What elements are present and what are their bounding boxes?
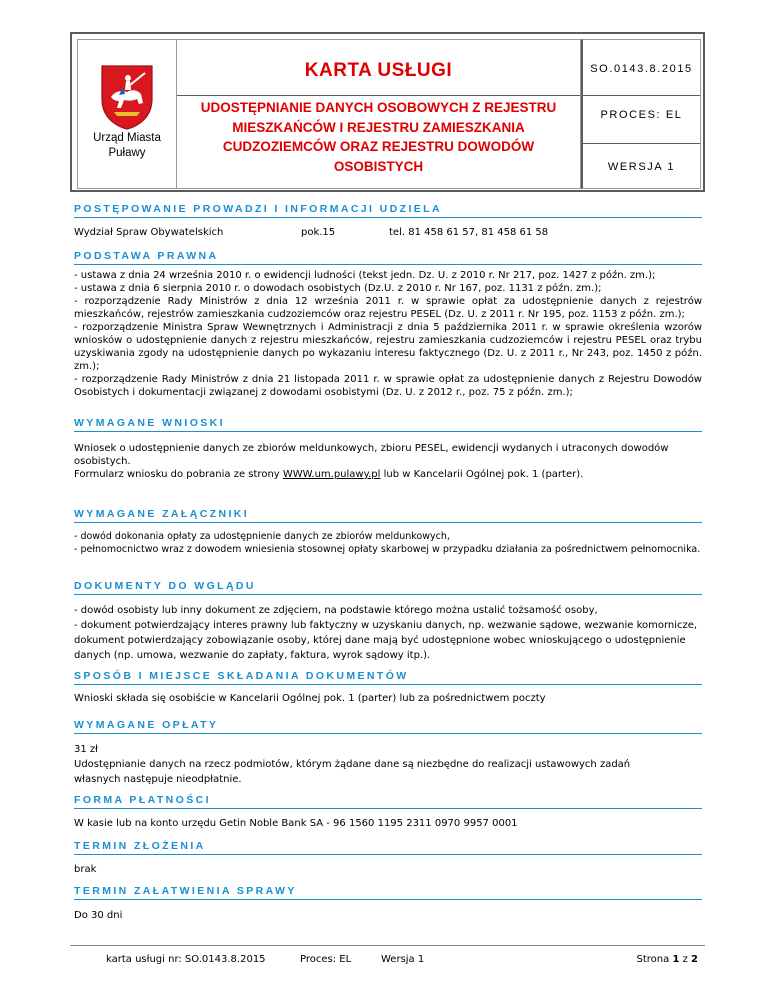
section-heading-zalatwienie: TERMIN ZAŁATWIENIA SPRAWY xyxy=(74,885,297,897)
footer-divider xyxy=(70,945,705,946)
header-box xyxy=(70,32,705,192)
room-number: pok.15 xyxy=(301,227,336,238)
section-heading-wnioski: WYMAGANE WNIOSKI xyxy=(74,417,225,429)
process-label: PROCES: EL xyxy=(600,109,683,121)
office-name-line1: Urząd Miasta xyxy=(93,132,161,144)
section-divider xyxy=(74,808,702,809)
section-heading-dokumenty: DOKUMENTY DO WGLĄDU xyxy=(74,580,256,592)
card-title: KARTA USŁUGI xyxy=(304,60,453,81)
section-heading-zalaczniki: WYMAGANE ZAŁĄCZNIKI xyxy=(74,508,250,520)
fee-amount: 31 zł xyxy=(74,744,98,755)
processing-time: Do 30 dni xyxy=(74,910,123,921)
section-heading-oplaty: WYMAGANE OPŁATY xyxy=(74,719,219,731)
service-title-line: OSOBISTYCH xyxy=(333,158,424,174)
footer-page-number xyxy=(637,954,698,965)
document-item: - dokument potwierdzający interes prawny lub faktyczny w uzyskaniu danych, np. wezwanie sądowe, wezwanie komornicze, dokument potwierdzający zobowiązanie osoby, której dane mają być udostępnione wobec wnioskującego o udostępnienie danych (np. umowa, wezwanie do zapłaty, faktura, wyrok sądowy itp.). xyxy=(74,620,698,661)
coat-of-arms-icon xyxy=(99,63,155,131)
attachment-item: - pełnomocnictwo wraz z dowodem wniesienia stosownej opłaty skarbowej w przypadku działania za pośrednictwem pełnomocnika. xyxy=(74,544,701,555)
website-link[interactable]: WWW.um.pulawy.pl xyxy=(282,469,381,480)
legal-basis-item: - rozporządzenie Rady Ministrów z dnia 12 września 2011 r. w sprawie opłat za udostępnienie danych z rejestrów mieszkańców, rejestrów zamieszkania cudzoziemców oraz rejestru PESEL (Dz. U. z 2011 r. Nr 195, poz. 1153 z późn. zm.); xyxy=(74,296,702,320)
application-description: Wniosek o udostępnienie danych ze zbiorów meldunkowych, zbioru PESEL, ewidencji wydanych i utraconych dowodów osobistych. xyxy=(74,443,669,467)
service-title-line: MIESZKAŃCÓW I REJESTRU ZAMIESZKANIA xyxy=(232,119,525,135)
payment-method: W kasie lub na konto urzędu Getin Noble Bank SA - 96 1560 1195 2311 0970 9957 0001 xyxy=(74,818,518,829)
fee-exemption: Udostępnianie danych na rzecz podmiotów, którym żądane dane są niezbędne do realizacji ustawowych zadań własnych następuje nieodpłatnie. xyxy=(74,759,631,785)
section-divider xyxy=(74,431,702,432)
legal-basis-item: - ustawa z dnia 24 września 2010 r. o ewidencji ludności (tekst jedn. Dz. U. z 2010 r. Nr 217, poz. 1427 z późn. zm.); xyxy=(74,270,656,281)
page-mid: z xyxy=(679,954,692,965)
document-item: - dowód osobisty lub inny dokument ze zdjęciem, na podstawie którego można ustalić tożsamość osoby, xyxy=(74,605,598,616)
applications-text xyxy=(74,442,702,481)
section-divider xyxy=(74,522,702,523)
department-name: Wydział Spraw Obywatelskich xyxy=(74,227,224,238)
footer-version: Wersja 1 xyxy=(381,954,425,965)
submission-deadline: brak xyxy=(74,864,97,875)
title-cell xyxy=(177,39,581,189)
section-divider xyxy=(74,217,702,218)
current-page: 1 xyxy=(672,954,680,965)
meta-divider xyxy=(583,143,700,144)
legal-basis-item: - ustawa z dnia 6 sierpnia 2010 r. o dowodach osobistych (Dz.U. z 2010 r. Nr 167, poz. 1131 z późn. zm.); xyxy=(74,283,602,294)
section-heading-postepowanie: POSTĘPOWANIE PROWADZI I INFORMACJI UDZIELA xyxy=(74,203,442,215)
fees-text xyxy=(74,742,674,787)
section-divider xyxy=(74,854,702,855)
service-title-line: CUDZOZIEMCÓW ORAZ REJESTRU DOWODÓW xyxy=(222,139,535,154)
total-pages: 2 xyxy=(691,954,698,965)
legal-basis-list xyxy=(74,269,702,399)
section-heading-zlozenie: TERMIN ZŁOŻENIA xyxy=(74,840,206,852)
section-divider xyxy=(74,733,702,734)
title-divider xyxy=(177,95,580,96)
meta-divider xyxy=(583,95,700,96)
office-name-line2: Puławy xyxy=(108,147,146,159)
application-form-info xyxy=(74,468,702,481)
documents-list xyxy=(74,603,702,663)
section-heading-podstawa: PODSTAWA PRAWNA xyxy=(74,250,219,262)
attachment-item: - dowód dokonania opłaty za udostępnienie danych ze zbiorów meldunkowych, xyxy=(74,531,450,542)
attachments-list xyxy=(74,530,702,556)
section-divider xyxy=(74,594,702,595)
section-heading-sposob: SPOSÓB I MIEJSCE SKŁADANIA DOKUMENTÓW xyxy=(74,670,409,682)
form-prefix: Formularz wniosku do pobrania ze strony xyxy=(74,469,283,480)
form-suffix: lub w Kancelarii Ogólnej pok. 1 (parter). xyxy=(380,469,584,480)
card-code: SO.0143.8.2015 xyxy=(590,63,693,75)
legal-basis-item: - rozporządzenie Ministra Spraw Wewnętrznych i Administracji z dnia 5 października 2011 r. w sprawie określenia wzorów wniosków o udostępnienie danych z rejestru mieszkańców, rejestru zamieszkania cudzoziemców i rejestru PESEL oraz trybu uzyskiwania zgody na udostępnienie danych po wykazaniu interesu faktycznego (Dz. U. z 2011 r., Nr 243, poz. 1450 z późn. zm.); xyxy=(74,322,702,372)
section-heading-platnosc: FORMA PŁATNOŚCI xyxy=(74,794,211,806)
version-label: WERSJA 1 xyxy=(607,161,676,173)
legal-basis-item: - rozporządzenie Rady Ministrów z dnia 21 listopada 2011 r. w sprawie opłat za udostępnienie danych z Rejestru Dowodów Osobistych i dokumentacji związanej z dowodami osobistymi (Dz. U. z 2012 r., poz. 75 z późn. zm.); xyxy=(74,374,702,398)
logo-cell xyxy=(77,39,177,189)
section-divider xyxy=(74,899,702,900)
footer-process: Proces: EL xyxy=(300,954,352,965)
section-divider xyxy=(74,684,702,685)
footer-card-number: karta usługi nr: SO.0143.8.2015 xyxy=(106,954,266,965)
meta-cell xyxy=(581,39,701,189)
phone-numbers: tel. 81 458 61 57, 81 458 61 58 xyxy=(389,227,549,238)
section-divider xyxy=(74,264,702,265)
service-title-line: UDOSTĘPNIANIE DANYCH OSOBOWYCH Z REJESTRU xyxy=(200,100,557,115)
submission-method: Wnioski składa się osobiście w Kancelarii Ogólnej pok. 1 (parter) lub za pośrednictwem poczty xyxy=(74,693,546,704)
page-prefix: Strona xyxy=(636,954,673,965)
service-title xyxy=(177,98,580,176)
